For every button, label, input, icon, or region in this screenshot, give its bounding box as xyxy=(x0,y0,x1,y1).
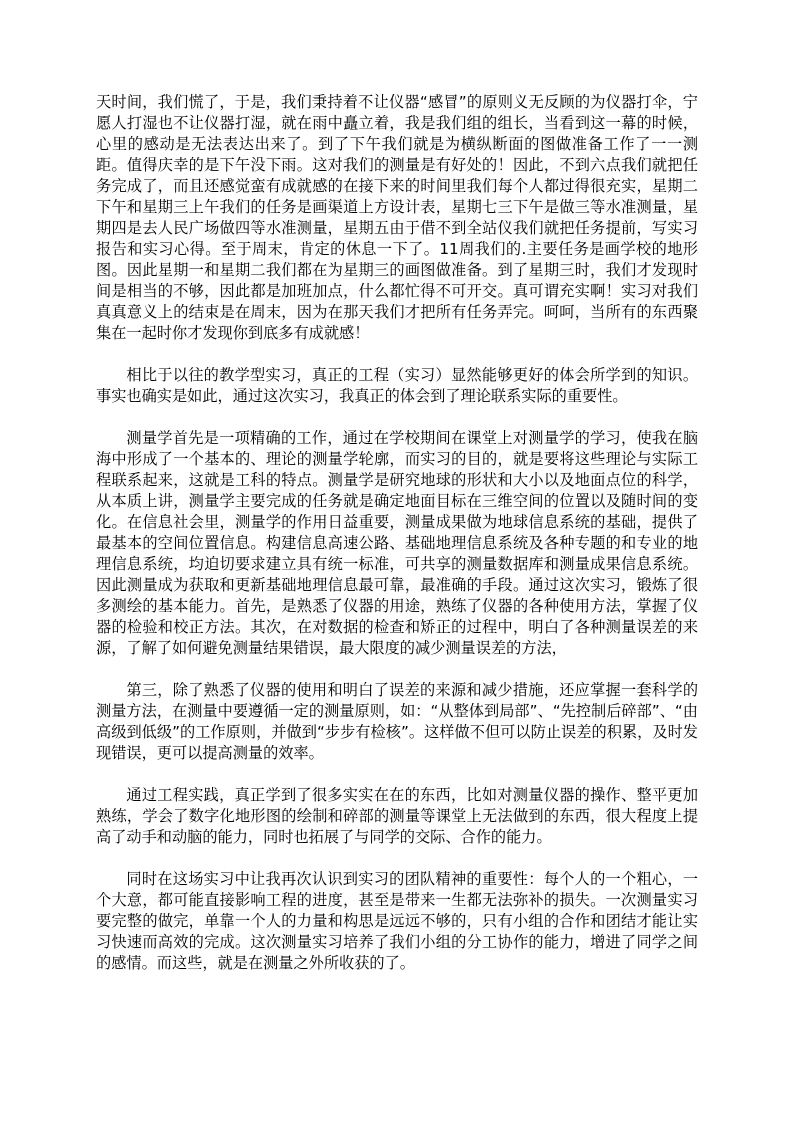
paragraph-practice-comparison: 相比于以往的教学型实习，真正的工程（实习）显然能够更好的体会所学到的知识。事实也确实是如此，通过这次实习，我真正的体会到了理论联系实际的重要性。 xyxy=(96,366,698,405)
paragraph-surveying-overview: 测量学首先是一项精确的工作，通过在学校期间在课堂上对测量学的学习，使我在脑海中形成了一个基本的、理论的测量学轮廓，而实习的目的，就是要将这些理论与实际工程联系起来，这就是工科的特点。测量学是研究地球的形状和大小以及地面点位的科学，从本质上讲，测量学主要完成的任务就是确定地面目标在三维空间的位置以及随时间的变化。在信息社会里，测量学的作用日益重要，测量成果做为地球信息系统的基础，提供了最基本的空间位置信息。构建信息高速公路、基础地理信息系统及各种专题的和专业的地理信息系统，均迫切要求建立具有统一标准，可共享的测量数据库和测量成果信息系统。因此测量成为获取和更新基础地理信息最可靠，最准确的手段。通过这次实习，锻炼了很多测绘的基本能力。首先，是熟悉了仪器的用途，熟练了仪器的各种使用方法，掌握了仪器的检验和校正方法。其次，在对数据的检查和矫正的过程中，明白了各种测量误差的来源，了解了如何避免测量结果错误，最大限度的减少测量误差的方法， xyxy=(96,429,698,657)
paragraph-surveying-principles: 第三，除了熟悉了仪器的使用和明白了误差的来源和减少措施，还应掌握一套科学的测量方法，在测量中要遵循一定的测量原则，如：“从整体到局部”、“先控制后碎部”、“由高级到低级”的工作原则，并做到“步步有检核”。这样做不但可以防止误差的积累，及时发现错误，更可以提高测量的效率。 xyxy=(96,681,698,762)
paragraph-engineering-practice: 通过工程实践，真正学到了很多实实在在的东西，比如对测量仪器的操作、整平更加熟练，学会了数字化地形图的绘制和碎部的测量等课堂上无法做到的东西，很大程度上提高了动手和动脑的能力，同时也拓展了与同学的交际、合作的能力。 xyxy=(96,786,698,846)
paragraph-continuation: 天时间，我们慌了，于是，我们秉持着不让仪器“感冒”的原则义无反顾的为仪器打伞，宁愿人打湿也不让仪器打湿，就在雨中矗立着，我是我们组的组长，当看到这一幕的时候，心里的感动是无法表达出来了。到了下午我们就是为横纵断面的图做准备工作了一一测距。值得庆幸的是下午没下雨。这对我们的测量是有好处的！因此，不到六点我们就把任务完成了，而且还感觉蛮有成就感的在接下来的时间里我们每个人都过得很充实，星期二下午和星期三上午我们的任务是画渠道上方设计表，星期七三下午是做三等水准测量，星期四是去人民广场做四等水准测量，星期五由于借不到全站仪我们就把任务提前，写实习报告和实习心得。至于周末，肯定的休息一下了。11周我们的.主要任务是画学校的地形图。因此星期一和星期二我们都在为星期三的画图做准备。到了星期三时，我们才发现时间是相当的不够，因此都是加班加点，什么都忙得不可开交。真可谓充实啊！实习对我们真真意义上的结束是在周末，因为在那天我们才把所有任务弄完。呵呵，当所有的东西聚集在一起时你才发现你到底多有成就感！ xyxy=(96,93,698,342)
document-body xyxy=(96,92,698,995)
paragraph-teamwork: 同时在这场实习中让我再次认识到实习的团队精神的重要性：每个人的一个粗心，一个大意，都可能直接影响工程的进度，甚至是带来一生都无法弥补的损失。一次测量实习要完整的做完，单靠一个人的力量和构思是远远不够的，只有小组的合作和团结才能让实习快速而高效的完成。这次测量实习培养了我们小组的分工协作的能力，增进了同学之间的感情。而这些，就是在测量之外所收获的了。 xyxy=(96,870,698,972)
